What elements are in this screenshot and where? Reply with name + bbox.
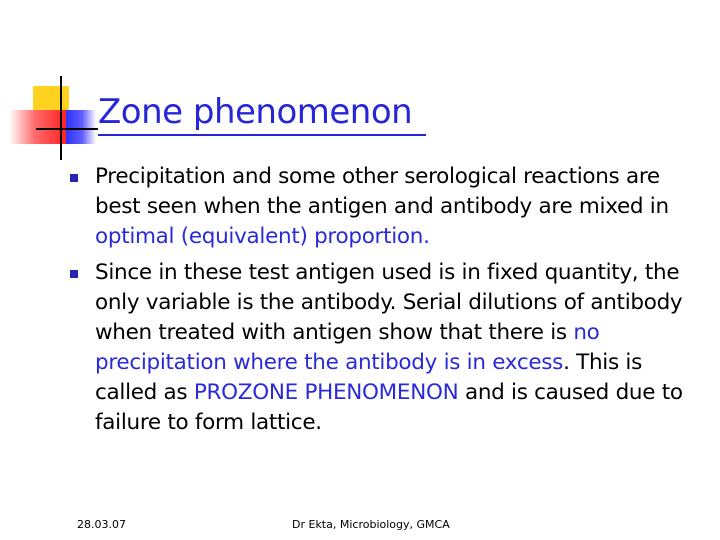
bullet-text-part: . This is called as xyxy=(95,350,642,405)
decorative-squares-logo xyxy=(0,0,110,170)
bullet-text-part: Since in these test antigen used is in fixed quantity, the only variable is the antibody. Serial dilutions of antibody when treated with antigen show that there is xyxy=(95,260,683,345)
bullet-item-2 xyxy=(68,258,700,438)
bullet-item-1 xyxy=(68,162,700,252)
horizontal-line xyxy=(36,128,98,130)
blue-square xyxy=(66,110,96,144)
footer-date: 28.03.07 xyxy=(77,518,126,531)
highlighted-text: optimal (equivalent) proportion. xyxy=(95,224,430,249)
highlighted-text: no precipitation where the antibody is in excess xyxy=(95,320,600,375)
square-bullet-icon xyxy=(70,270,78,278)
slide-title: Zone phenomenon xyxy=(98,92,413,132)
square-bullet-icon xyxy=(70,174,78,182)
highlighted-text: PROZONE PHENOMENON xyxy=(193,380,459,405)
bullet-text-part: and is caused due to failure to form lattice. xyxy=(95,380,683,435)
bullet-list xyxy=(68,162,700,444)
bullet-text-part: Precipitation and some other serological reactions are best seen when the antigen and antibody are mixed in xyxy=(95,164,669,219)
title-underline xyxy=(98,134,426,136)
footer-author: Dr Ekta, Microbiology, GMCA xyxy=(292,518,450,531)
vertical-line xyxy=(60,76,62,160)
red-square xyxy=(9,110,67,144)
